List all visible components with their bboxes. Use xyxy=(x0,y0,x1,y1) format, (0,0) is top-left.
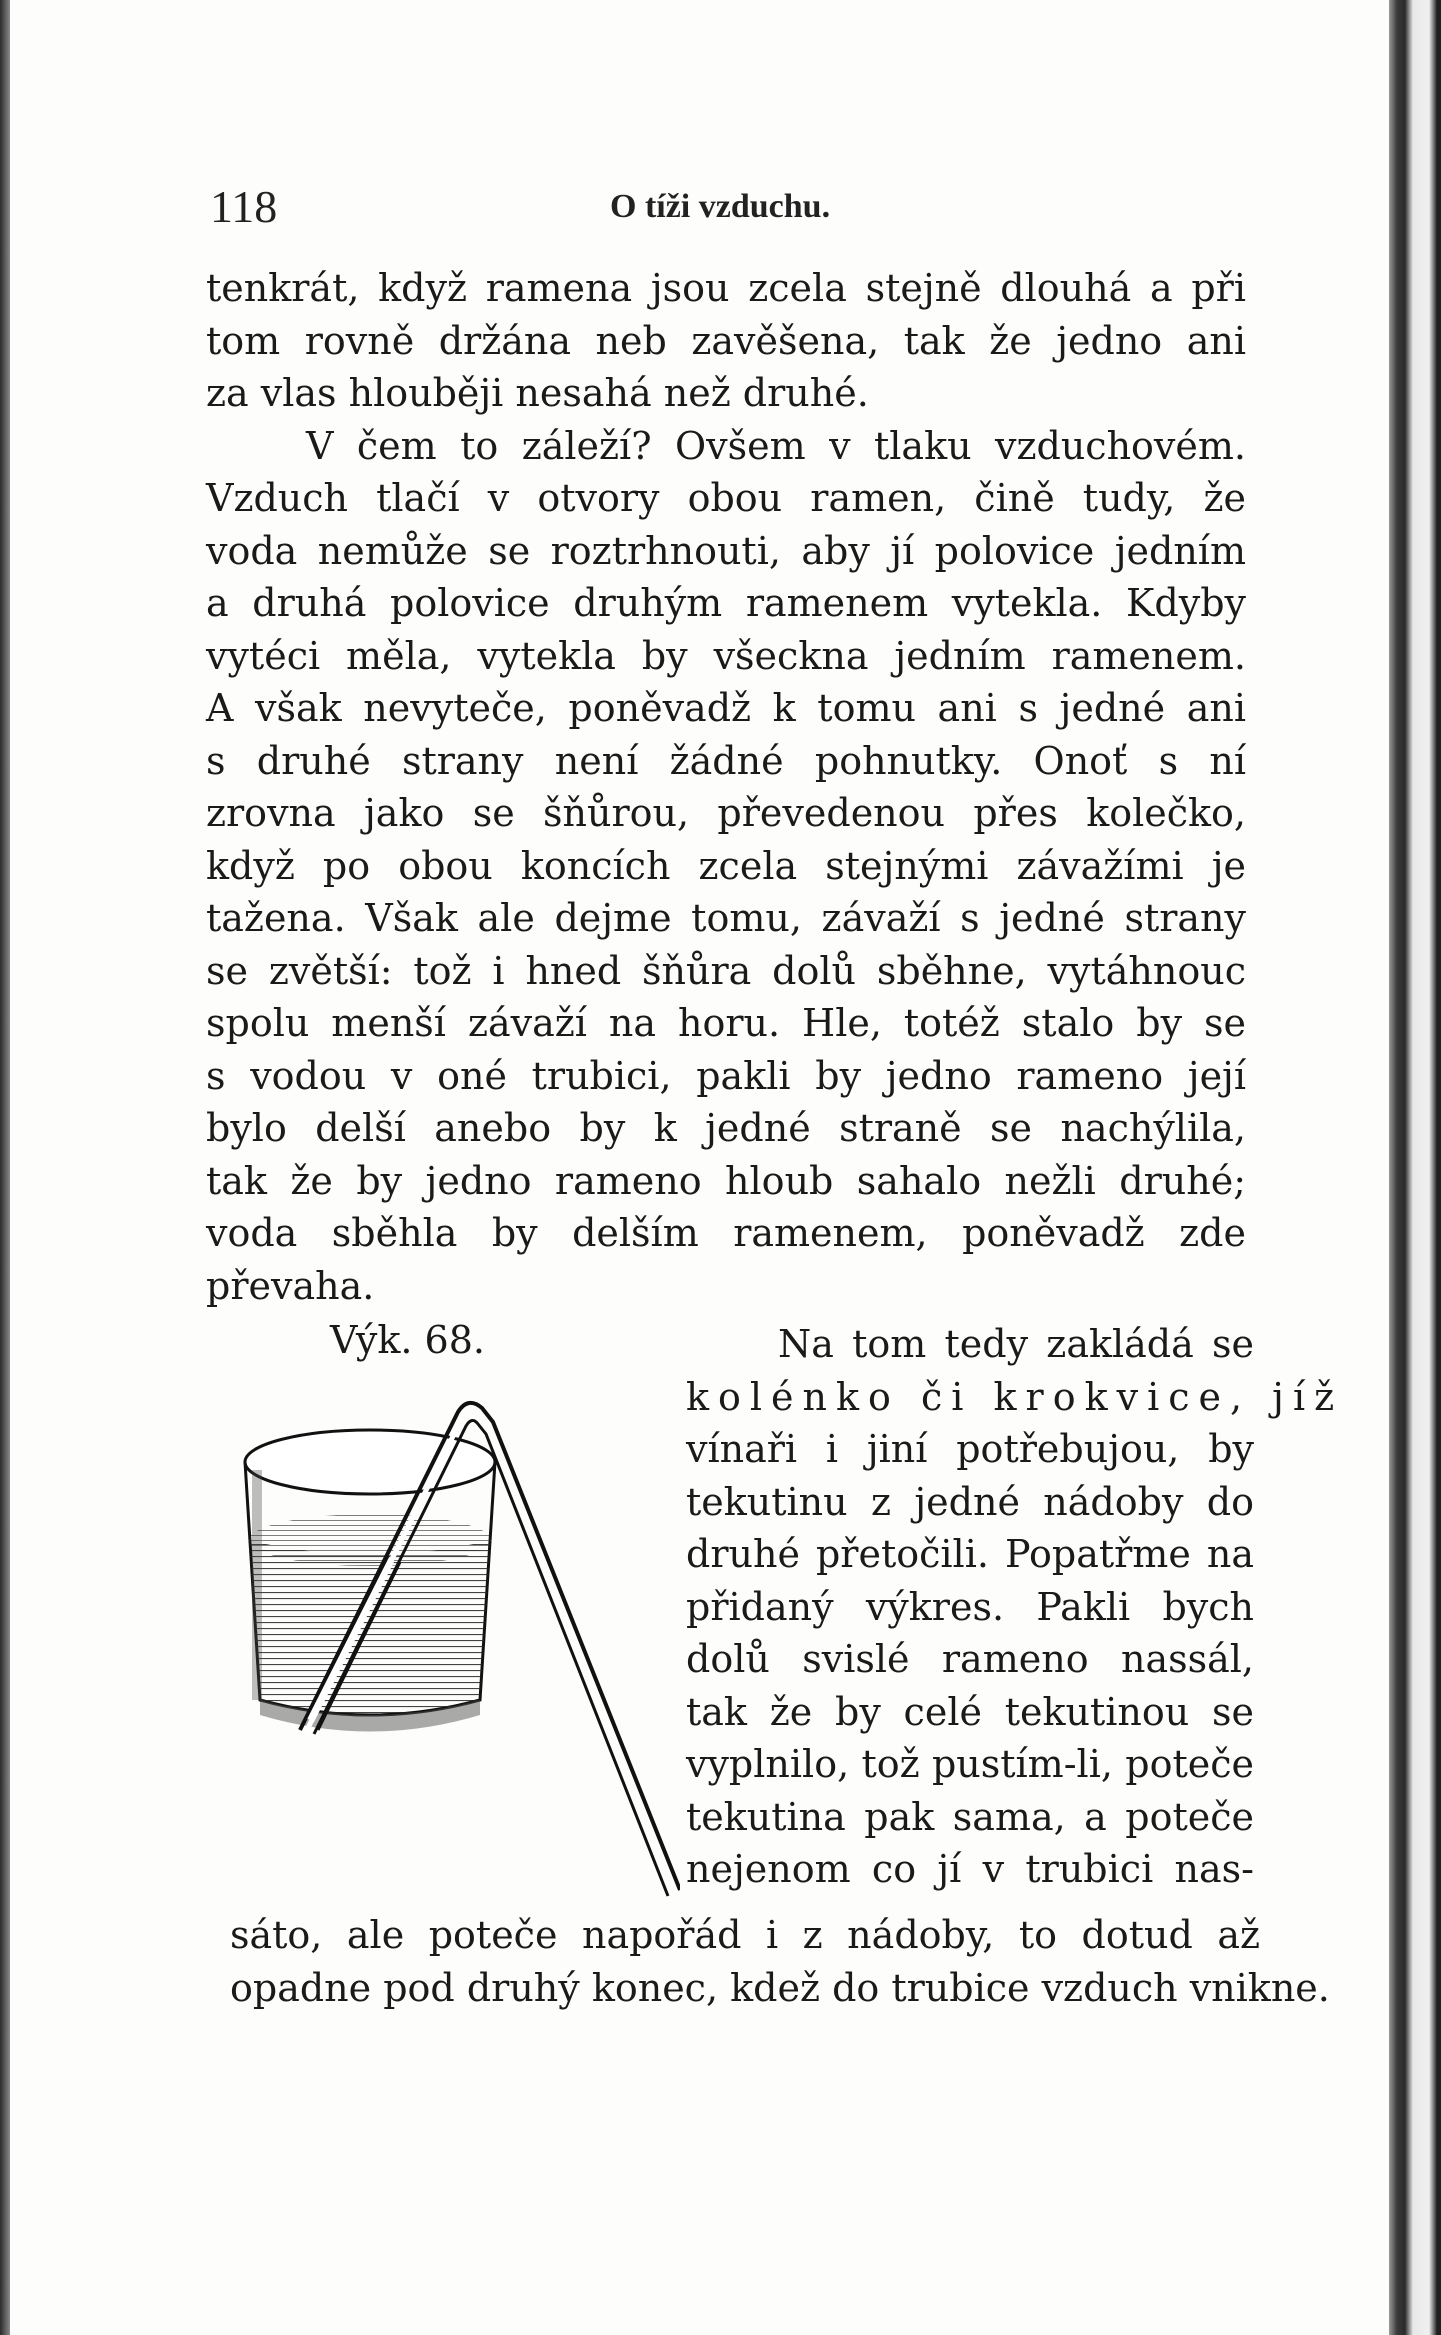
text-line: vínaři i jiní potřebujou, by xyxy=(686,1427,1254,1471)
text-line: dolů svislé rameno nassál, xyxy=(686,1637,1254,1681)
running-title: O tíži vzduchu. xyxy=(610,188,831,225)
text-line: tenkrát, když ramena jsou zcela stejně dlouhá a při xyxy=(206,266,1246,310)
text-line: A však nevyteče, poněvadž k tomu ani s jedné ani xyxy=(206,686,1246,730)
side-column-text xyxy=(686,1318,1344,1896)
text-line: tak že by jedno rameno hloub sahalo nežli druhé; xyxy=(206,1158,1246,1203)
text-line: opadne pod druhý konec, kdež do trubice vzduch vnikne. xyxy=(230,1965,1330,2010)
figure-caption: Výk. 68. xyxy=(330,1318,485,1362)
text-line: tažena. Však ale dejme tomu, závaží s jedné strany xyxy=(206,896,1246,940)
text-line: tekutinu z jedné nádoby do xyxy=(686,1479,1254,1524)
scan-border-left xyxy=(0,0,10,2335)
text-line: s vodou v oné trubici, pakli by jedno rameno její xyxy=(206,1053,1246,1098)
text-line: sáto, ale poteče napořád i z nádoby, to dotud až xyxy=(230,1913,1260,1957)
closing-paragraph xyxy=(230,1909,1330,2014)
text-line: spolu menší závaží na horu. Hle, totéž stalo by se xyxy=(206,1001,1246,1045)
text-line: tekutina pak sama, a poteče xyxy=(686,1794,1254,1839)
scan-border-right xyxy=(1389,0,1441,2335)
text-line: tak že by celé tekutinou se xyxy=(686,1689,1254,1734)
text-line: voda nemůže se roztrhnouti, aby jí polovice jedním xyxy=(206,528,1246,573)
text-line: s druhé strany není žádné pohnutky. Onoť s ní xyxy=(206,738,1246,783)
text-line: tom rovně držána neb zavěšena, tak že jedno ani xyxy=(206,318,1246,363)
text-line: zrovna jako se šňůrou, převedenou přes kolečko, xyxy=(206,791,1246,835)
text-line: vytéci měla, vytekla by všeckna jedním ramenem. xyxy=(206,633,1246,678)
text-line: přidaný výkres. Pakli bych xyxy=(686,1584,1254,1629)
text-line: vyplnilo, tož pustím-li, poteče xyxy=(686,1742,1254,1786)
running-head xyxy=(210,180,860,240)
text-line: voda sběhla by delším ramenem, poněvadž zde xyxy=(206,1211,1246,1255)
text-line: bylo delší anebo by k jedné straně se nachýlila, xyxy=(206,1106,1246,1150)
siphon-illustration xyxy=(240,1400,680,1910)
text-line: když po obou koncích zcela stejnými závažími je xyxy=(206,843,1246,888)
text-line: za vlas hlouběji nesahá než druhé. xyxy=(206,371,869,415)
text-line: se zvětší: tož i hned šňůra dolů sběhne, vytáhnouc xyxy=(206,948,1246,993)
text-line: druhé přetočili. Popatřme na xyxy=(686,1532,1254,1576)
text-line: Na tom tedy zakládá se xyxy=(778,1322,1254,1366)
main-paragraph xyxy=(206,262,1246,1312)
siphon-drawing xyxy=(240,1400,680,1910)
glass xyxy=(245,1430,495,1732)
text-line: nejenom co jí v trubici nas- xyxy=(686,1847,1254,1891)
text-line: V čem to záleží? Ovšem v tlaku vzduchovém. xyxy=(306,423,1246,468)
text-line: a druhá polovice druhým ramenem vytekla. Kdyby xyxy=(206,581,1246,625)
page-number: 118 xyxy=(210,181,278,232)
text-line: převaha. xyxy=(206,1263,375,1308)
text-line: kolénko či krokvice, jíž xyxy=(686,1374,1344,1419)
text-line: Vzduch tlačí v otvory obou ramen, čině tudy, že xyxy=(206,476,1246,520)
